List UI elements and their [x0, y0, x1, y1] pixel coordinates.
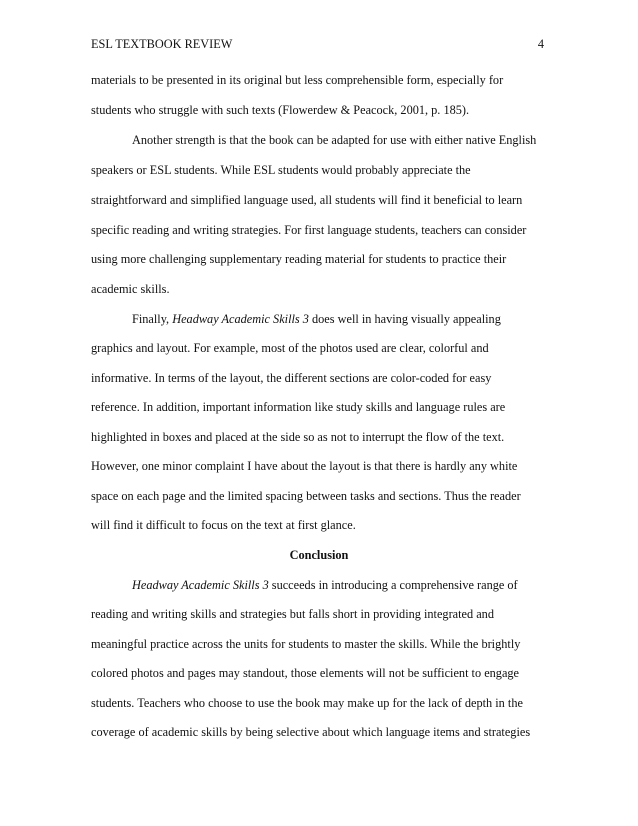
- running-head-title: ESL TEXTBOOK REVIEW: [91, 37, 233, 51]
- body-line: reference. In addition, important information like study skills and language rules are: [91, 400, 506, 414]
- text-run: does well in having visually appealing: [308, 312, 501, 326]
- body-line: space on each page and the limited spacing between tasks and sections. Thus the reader: [91, 489, 521, 503]
- body-line: coverage of academic skills by being selective about which language items and strategies: [91, 725, 531, 739]
- body-line: academic skills.: [91, 282, 170, 296]
- paragraph-first-line: Another strength is that the book can be adapted for use with either native English: [132, 133, 537, 147]
- body-line: However, one minor complaint I have about the layout is that there is hardly any white: [91, 459, 518, 473]
- body-line: highlighted in boxes and placed at the side so as not to interrupt the flow of the text.: [91, 430, 505, 444]
- text-run: Finally,: [132, 312, 173, 326]
- body-line: students. Teachers who choose to use the book may make up for the lack of depth in the: [91, 696, 523, 710]
- body-line: students who struggle with such texts (Flowerdew & Peacock, 2001, p. 185).: [91, 103, 470, 117]
- section-heading: Conclusion: [289, 548, 349, 562]
- paragraph-first-line: [132, 577, 518, 593]
- body-line: meaningful practice across the units for students to master the skills. While the brightly: [91, 637, 521, 651]
- body-line: speakers or ESL students. While ESL students would probably appreciate the: [91, 163, 471, 177]
- body-line: straightforward and simplified language used, all students will find it beneficial to learn: [91, 193, 523, 207]
- body-line: informative. In terms of the layout, the different sections are color-coded for easy: [91, 371, 492, 385]
- book-title: Headway Academic Skills 3: [132, 578, 269, 592]
- page-number: 4: [537, 37, 544, 51]
- body-line: specific reading and writing strategies. For first language students, teachers can consider: [91, 223, 527, 237]
- body-line: will find it difficult to focus on the text at first glance.: [91, 518, 356, 532]
- body-line: graphics and layout. For example, most of the photos used are clear, colorful and: [91, 341, 489, 355]
- body-line: materials to be presented in its original but less comprehensible form, especially for: [91, 73, 504, 87]
- book-title: Headway Academic Skills 3: [172, 312, 309, 326]
- body-line: using more challenging supplementary reading material for students to practice their: [91, 252, 507, 266]
- paragraph-first-line: [132, 311, 501, 327]
- text-run: succeeds in introducing a comprehensive range of: [268, 578, 518, 592]
- body-line: reading and writing skills and strategies but falls short in providing integrated and: [91, 607, 494, 621]
- body-line: colored photos and pages may standout, those elements will not be sufficient to engage: [91, 666, 520, 680]
